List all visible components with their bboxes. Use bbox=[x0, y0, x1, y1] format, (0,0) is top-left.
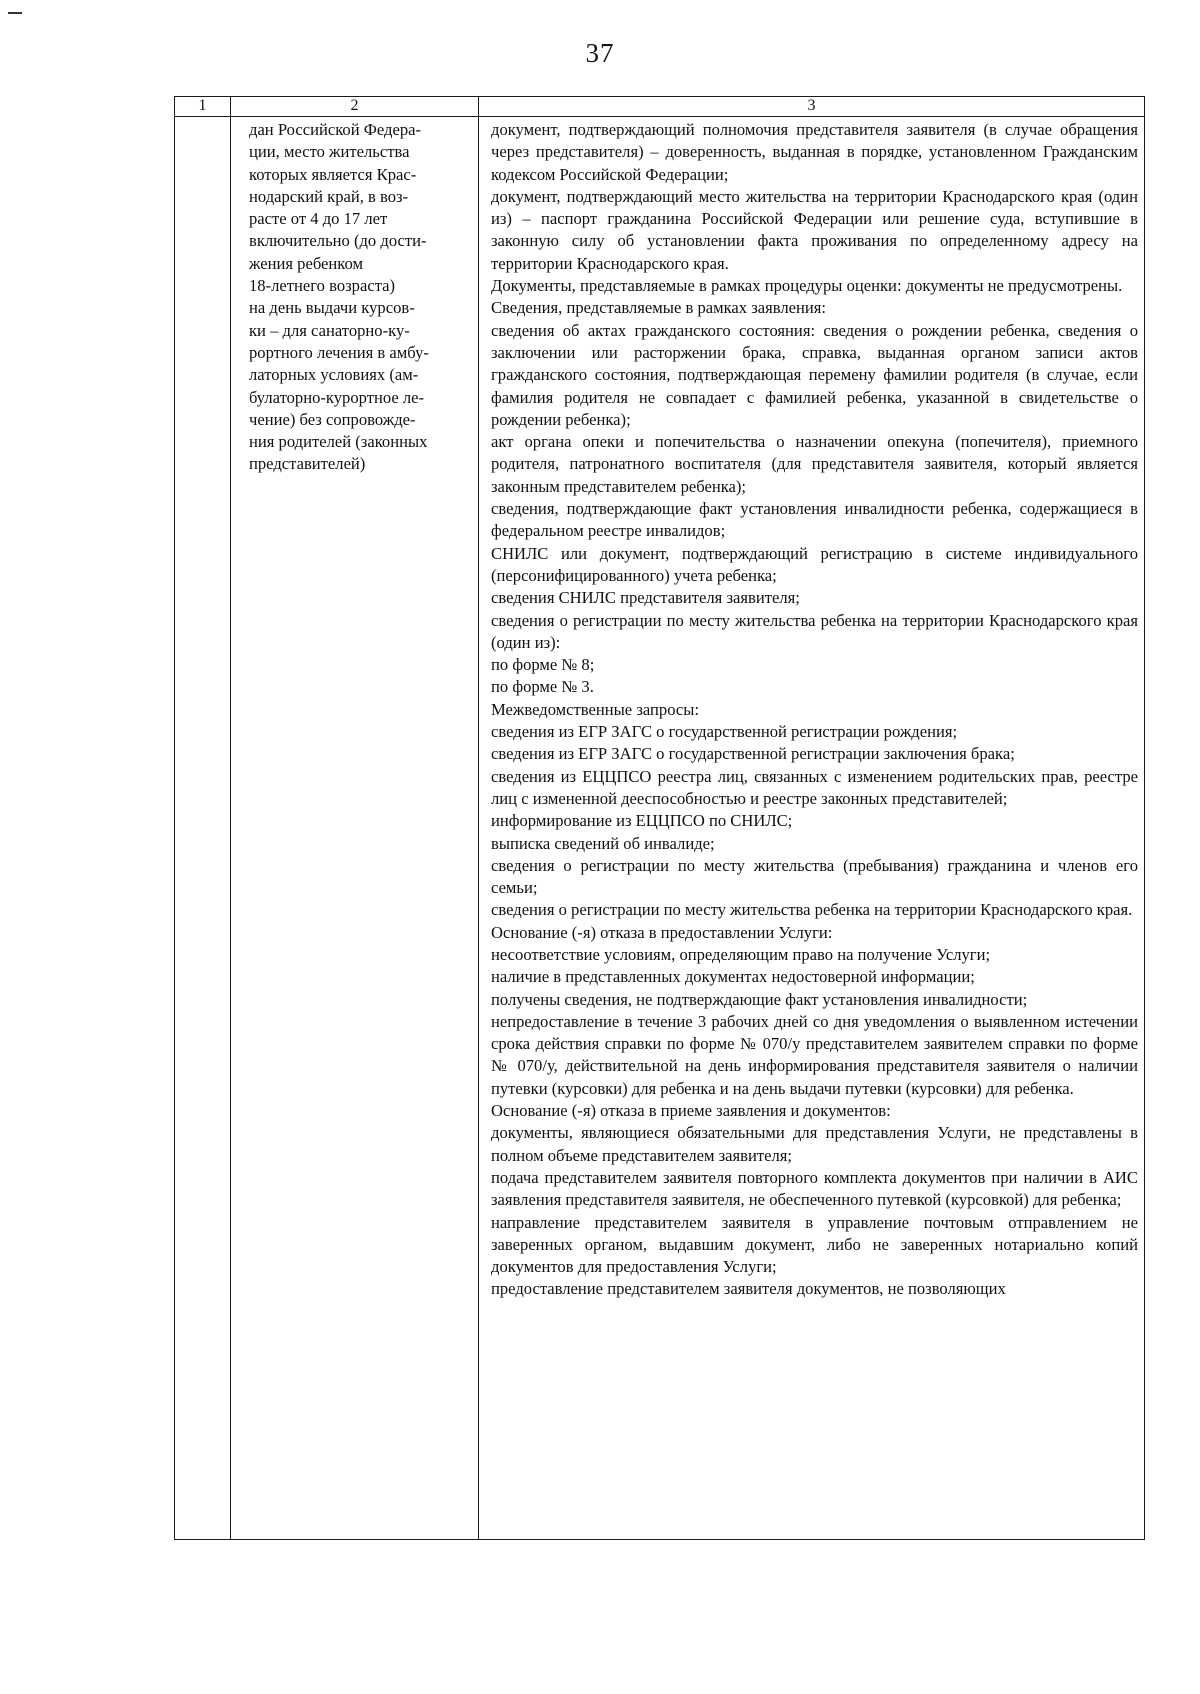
paragraph: подача представителем заявителя повторного комплекта документов при наличии в АИС заявления представителя заявителя, не обеспеченного путевкой (курсовкой) для ребенка; bbox=[491, 1167, 1138, 1210]
paragraph: сведения, подтверждающие факт установления инвалидности ребенка, содержащиеся в федеральном реестре инвалидов; bbox=[491, 499, 1138, 541]
page-number: 37 bbox=[585, 38, 615, 68]
cell-documents bbox=[479, 117, 1145, 1540]
paragraph: информирование из ЕЦЦПСО по СНИЛС; bbox=[491, 811, 793, 831]
paragraph: выписка сведений об инвалиде; bbox=[491, 833, 715, 853]
paragraph: сведения из ЕГР ЗАГС о государственной регистрации рождения; bbox=[491, 722, 958, 742]
paragraph: по форме № 3. bbox=[491, 677, 594, 697]
cell-recipient-category bbox=[231, 117, 479, 1540]
paragraph: сведения об актах гражданского состояния: сведения о рождении ребенка, сведения о заключении или расторжении брака, справка, выданная органом записи актов гражданского состояния, подтверждающая перемену фамилии родителя (в случае, если фамилия родителя не совпадает с фамилией ребенка, указанной в свидетельстве о рождении ребенка); bbox=[491, 320, 1138, 429]
paragraph: документ, подтверждающий полномочия представителя заявителя (в случае обращения через представителя) – доверенность, выданная в порядке, установленном Гражданским кодексом Российской Федерации; bbox=[491, 120, 1138, 184]
column-header-3: 3 bbox=[479, 97, 1145, 117]
paragraph: документ, подтверждающий место жительства на территории Краснодарского края (один из) – паспорт гражданина Российской Федерации или решение суда, вступившие в законную силу об установлении факта проживания по определенному адресу на территории Краснодарского края. bbox=[491, 186, 1138, 273]
column-header-2: 2 bbox=[231, 97, 479, 117]
column-header-1: 1 bbox=[175, 97, 231, 117]
paragraph: СНИЛС или документ, подтверждающий регистрацию в системе индивидуального (персонифицированного) учета ребенка; bbox=[491, 543, 1138, 585]
binding-mark bbox=[8, 12, 22, 14]
paragraph: несоответствие условиям, определяющим право на получение Услуги; bbox=[491, 944, 991, 964]
table-row bbox=[175, 117, 1145, 1540]
table-header-row bbox=[175, 97, 1145, 117]
recipient-category-text: дан Российской Федера- ции, место жительства которых является Крас- нодарский край, в воз- расте от 4 до 17 лет включительно (до дости- жения ребенком 18-летнего возраста) на день выдачи курсов- ки – для санаторно-ку- рортного лечения в амбу- латорных условиях (ам- булаторно-курортное ле- чение) без сопровожде- ния родителей (законных представителей) bbox=[249, 120, 429, 474]
paragraph: сведения о регистрации по месту жительства ребенка на территории Краснодарского края. bbox=[491, 900, 1133, 920]
paragraph: Документы, представляемые в рамках процедуры оценки: документы не предусмотрены. bbox=[491, 276, 1123, 296]
paragraph: сведения из ЕГР ЗАГС о государственной регистрации заключения брака; bbox=[491, 744, 1015, 764]
paragraph: документы, являющиеся обязательными для представления Услуги, не представлены в полном объеме представителем заявителя; bbox=[491, 1123, 1138, 1165]
paragraph: получены сведения, не подтверждающие факт установления инвалидности; bbox=[491, 989, 1028, 1009]
paragraph: сведения о регистрации по месту жительства (пребывания) гражданина и членов его семьи; bbox=[491, 855, 1138, 898]
cell-number bbox=[175, 117, 231, 1540]
paragraph: предоставление представителем заявителя документов, не позволяющих bbox=[491, 1279, 1006, 1299]
paragraph: сведения о регистрации по месту жительства ребенка на территории Краснодарского края (один из): bbox=[491, 610, 1138, 652]
paragraph: наличие в представленных документах недостоверной информации; bbox=[491, 967, 975, 987]
paragraph: Основание (-я) отказа в предоставлении Услуги: bbox=[491, 922, 833, 942]
paragraph: Основание (-я) отказа в приеме заявления и документов: bbox=[491, 1101, 891, 1121]
paragraph: сведения СНИЛС представителя заявителя; bbox=[491, 588, 800, 608]
paragraph: по форме № 8; bbox=[491, 655, 595, 675]
paragraph: направление представителем заявителя в управление почтовым отправлением не заверенных органом, выдавшим документ, либо не заверенных нотариально копий документов для предоставления Услуги; bbox=[491, 1212, 1138, 1277]
paragraph: Межведомственные запросы: bbox=[491, 699, 700, 719]
paragraph: акт органа опеки и попечительства о назначении опекуна (попечителя), приемного родителя, патронатного воспитателя (для представителя заявителя, который является законным представителем ребенка); bbox=[491, 432, 1138, 496]
paragraph: Сведения, представляемые в рамках заявления: bbox=[491, 298, 827, 318]
paragraph: сведения из ЕЦЦПСО реестра лиц, связанных с изменением родительских прав, реестре лиц с измененной дееспособностью и реестре законных представителей; bbox=[491, 766, 1138, 808]
paragraph: непредоставление в течение 3 рабочих дней со дня уведомления о выявленном истечении срока действия справки по форме № 070/у представителем заявителем справки по форме № 070/у, действительной на день информирования представителя заявителя о наличии путевки (курсовки) для ребенка и на день выдачи путевки (курсовки) для ребенка. bbox=[491, 1011, 1138, 1098]
services-table bbox=[174, 96, 1145, 1540]
